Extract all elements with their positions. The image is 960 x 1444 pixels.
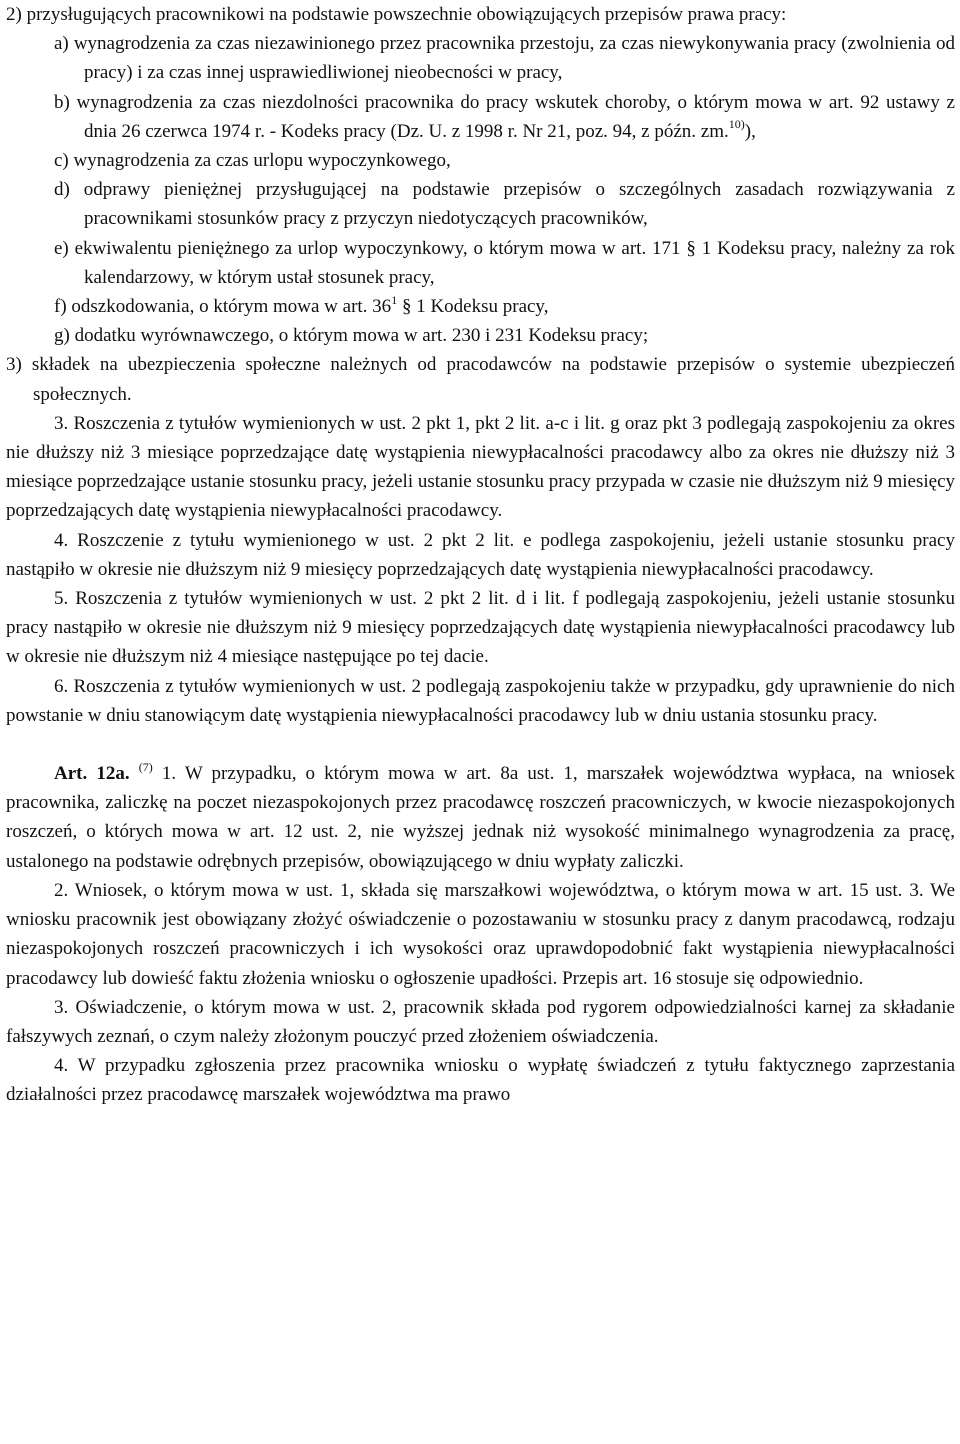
section-sign: § (686, 237, 696, 259)
letter-b-end: ), (744, 120, 756, 142)
point-3: 3) składek na ubezpieczenia społeczne należnych od pracodawców na podstawie przepisów o systemie ubezpieczeń społecznych. (6, 354, 955, 405)
letter-g: g) dodatku wyrównawczego, o którym mowa w art. 230 i 231 Kodeksu pracy; (54, 325, 649, 347)
article-12a-paragraph-2: 2. Wniosek, o którym mowa w ust. 1, składa się marszałkowi województwa, o którym mowa w art. 15 ust. 3. We wniosku pracownik jest obowiązany złożyć oświadczenie o pozostawaniu w stosunku pracy z danym pracodawcą, rodzaju niezaspokojonych roszczeń pracowniczych i ich wysokości oraz uprawdopodobnić fakt wystąpienia niewypłacalności pracodawcy lub dowieść faktu złożenia wniosku o ogłoszenie upadłości. Przepis art. 16 stosuje się odpowiednio. (6, 879, 955, 989)
superscript-1: 1 (391, 292, 398, 307)
letter-b-text: b) wynagrodzenia za czas niezdolności pracownika do pracy wskutek choroby, o którym mowa w art. 92 ustawy z dnia 26 czerwca 1974 r. - Kodeks pracy (Dz. U. z 1998 r. Nr 21, poz. 94, z późn. zm. (54, 91, 955, 142)
article-12a-paragraph-3: 3. Oświadczenie, o którym mowa w ust. 2, pracownik składa pod rygorem odpowiedzialności karnej za składanie fałszywych zeznań, o czym należy złożonym pouczyć przed złożeniem oświadczenia. (6, 996, 955, 1047)
article-12a-paragraph-1 (6, 759, 955, 876)
article-12a-paragraph-4: 4. W przypadku zgłoszenia przez pracownika wniosku o wypłatę świadczeń z tytułu faktycznego zaprzestania działalności przez pracodawcę marszałek województwa ma prawo (6, 1055, 955, 1106)
paragraph-3: 3. Roszczenia z tytułów wymienionych w ust. 2 pkt 1, pkt 2 lit. a-c i lit. g oraz pkt 3 podlegają zaspokojeniu za okres nie dłuższy niż 3 miesiące poprzedzające datę wystąpienia niewypłacalności pracodawcy albo za okres nie dłuższy niż 3 miesiące poprzedzające ustanie stosunku pracy, jeżeli ustanie stosunku pracy przypada w czasie nie dłuższym niż 9 miesięcy poprzedzających datę wystąpienia niewypłacalności pracodawcy. (6, 412, 955, 522)
footnote-ref-10: 10) (728, 117, 745, 132)
article-title: Art. 12a. (54, 763, 130, 785)
article-paragraph-1-text: 1. W przypadku, o którym mowa w art. 8a ust. 1, marszałek województwa wypłaca, na wniosek pracownika, zaliczkę na poczet niezaspokojonych przez pracodawcę roszczeń pracowniczych, w kwocie niezaspokojonych roszczeń, o których mowa w art. 12 ust. 2, nie wyższej jednak niż wysokość minimalnego wynagrodzenia za pracę, ustalonego na podstawie odrębnych przepisów, obowiązującego w dniu wypłaty zaliczki. (6, 763, 956, 872)
paragraph-6: 6. Roszczenia z tytułów wymienionych w ust. 2 podlegają zaspokojeniu także w przypadku, gdy uprawnienie do nich powstanie w dniu stanowiącym datę wystąpienia niewypłacalności pracodawcy lub w dniu ustania stosunku pracy. (6, 675, 955, 726)
point-2: 2) przysługujących pracownikowi na podstawie powszechnie obowiązujących przepisów prawa pracy: (6, 4, 787, 25)
paragraph-5: 5. Roszczenia z tytułów wymienionych w ust. 2 pkt 2 lit. d i lit. f podlegają zaspokojeniu, jeżeli ustanie stosunku pracy nastąpiło w okresie nie dłuższym niż 9 miesięcy poprzedzających datę wystąpienia niewypłacalności pracodawcy lub w okresie nie dłuższym niż 4 miesiące następujące po tej dacie. (6, 588, 955, 668)
letter-d: d) odprawy pieniężnej przysługującej na podstawie przepisów o szczególnych zasadach rozwiązywania z pracownikami stosunków pracy z przyczyn niedotyczących pracowników, (54, 179, 955, 230)
section-sign: § (401, 296, 412, 318)
letter-a: a) wynagrodzenia za czas niezawinionego przez pracownika przestoju, za czas niewykonywania pracy (zwolnienia od pracy) i za czas innej usprawiedliwionej nieobecności w pracy, (54, 33, 955, 84)
letter-e (6, 234, 955, 292)
letter-f-text: f) odszkodowania, o którym mowa w art. 36 (54, 296, 392, 318)
letter-b (6, 88, 955, 146)
letter-c: c) wynagrodzenia za czas urlopu wypoczynkowego, (54, 150, 451, 172)
paragraph-4: 4. Roszczenie z tytułu wymienionego w ust. 2 pkt 2 lit. e podlega zaspokojeniu, jeżeli ustanie stosunku pracy nastąpiło w okresie nie dłuższym niż 9 miesięcy poprzedzających datę wystąpienia niewypłacalności pracodawcy. (6, 529, 955, 580)
letter-e-end: 1 Kodeksu pracy, należny za rok kalendarzowy, w którym ustał stosunek pracy, (84, 237, 956, 288)
letter-f-end: 1 Kodeksu pracy, (416, 296, 549, 318)
letter-f (6, 292, 955, 321)
letter-e-text: e) ekwiwalentu pieniężnego za urlop wypoczynkowy, o którym mowa w art. 171 (54, 237, 681, 259)
article-footnote-ref: (7) (138, 759, 153, 774)
